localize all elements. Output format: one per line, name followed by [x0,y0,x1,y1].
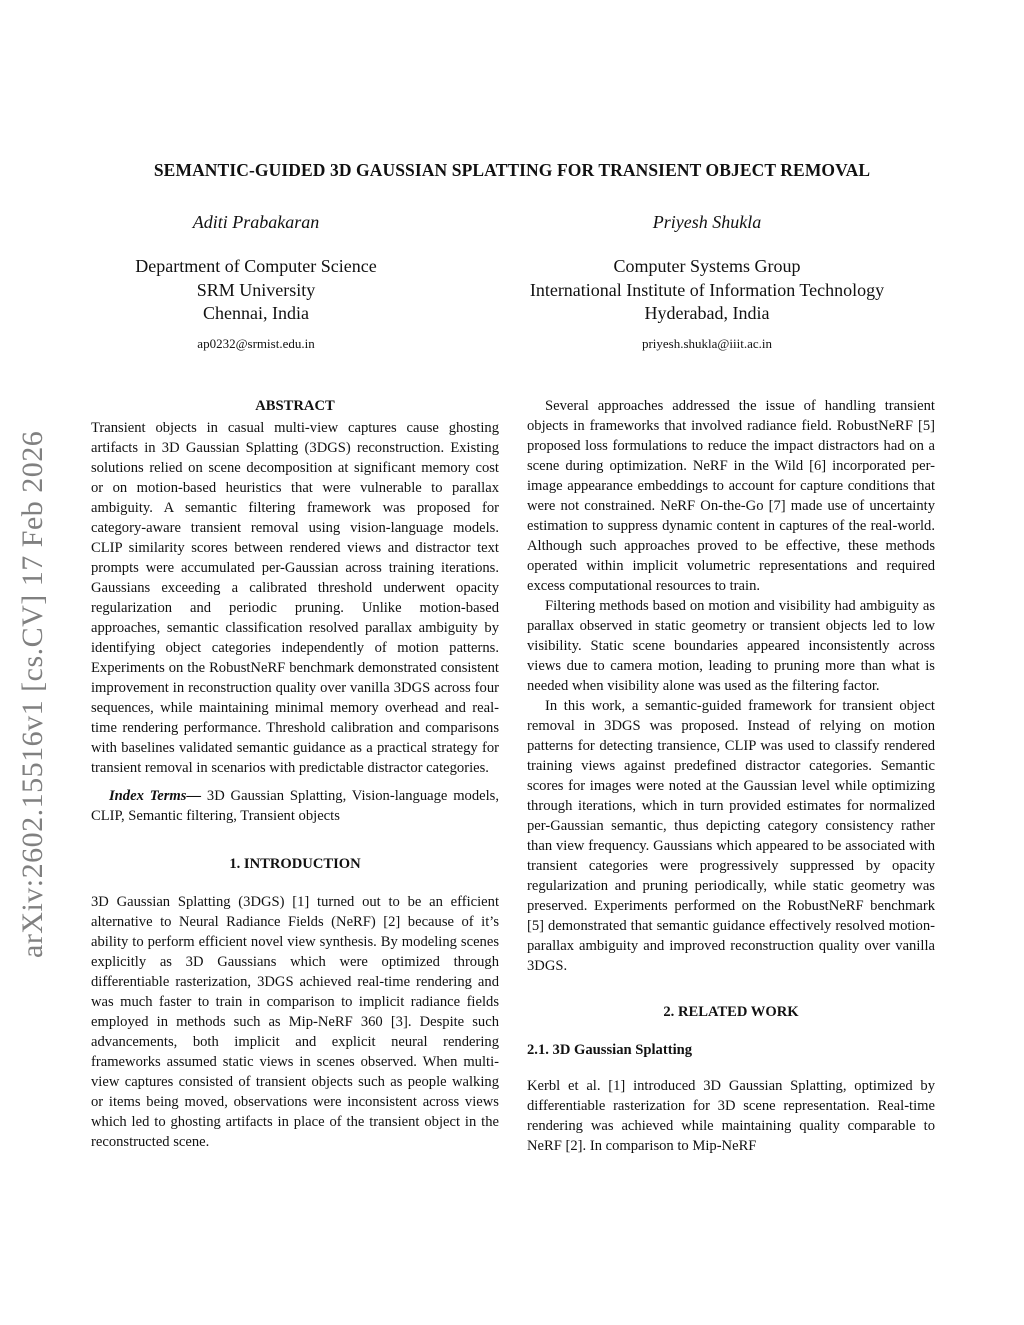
related-work-heading: 2. RELATED WORK [663,1004,799,1020]
intro-paragraph: In this work, a semantic-guided framework for transient object removal in 3DGS was proposed. Instead of relying on motion patterns for detecting transience, CLIP was used to classify rendered training views against predefined distractor categories. Semantic scores for images were noted at the Gaussian level while optimizing through iterations, which in turn provided estimates for normalized per-Gaussian semantic, thus depicting category consistency rather than view frequency. Gaussians which appeared to be associated with transient categories were progressively suppressed by opacity regularization and pruning periodically, while static geometry was preserved. Experiments performed on the RobustNeRF benchmark [5] demonstrated that semantic guidance effectively resolved motion-parallax ambiguity and improved reconstruction quality over vanilla 3DGS. [527,698,935,974]
intro-paragraph: Filtering methods based on motion and visibility had ambiguity as parallax observed in static geometry or transient objects led to low visibility. Static scene boundaries appeared inconsistently across views due to camera motion, leading to pruning more than what is needed when visibility alone was used as the filtering factor. [527,598,935,694]
abstract-text: Transient objects in casual multi-view captures cause ghosting artifacts in 3D Gaussian Splatting (3DGS) reconstruction. Existing solutions relied on scene decomposition at significant memory cost or on motion-based heuristics that were vulnerable to parallax ambiguity. A semantic filtering framework was proposed for category-aware transient removal using vision-language models. CLIP similarity scores between rendered views and distractor text prompts were accumulated per-Gaussian across training iterations. Gaussians exceeding a calibrated threshold underwent opacity regularization and periodic pruning. Unlike motion-based approaches, semantic classification resolved parallax ambiguity by identifying object categories independently of motion patterns. Experiments on the RobustNeRF benchmark demonstrated consistent improvement in reconstruction quality over vanilla 3DGS across four sequences, while maintaining minimal memory overhead and real-time rendering performance. Threshold calibration and comparisons with baselines validated semantic guidance as a practical strategy for transient removal in scenarios with predictable distractor categories. [91,420,499,776]
author-affiliation-line: Chennai, India [203,303,309,323]
related-work-text: Kerbl et al. [1] introduced 3D Gaussian Splatting, optimized by differentiable rasterization for 3D scene representation. Real-time rendering was achieved while maintaining quality comparable to NeRF [2]. In comparison to Mip-NeRF [527,1078,935,1154]
author-affiliation-line: Hyderabad, India [644,303,770,323]
index-terms [91,786,499,826]
intro-paragraph: Several approaches addressed the issue of handling transient objects in frameworks that involved radiance field. RobustNeRF [5] proposed loss formulations to reduce the impact distractors had on a scene during optimization. NeRF in the Wild [6] incorporated per-image appearance embeddings to account for capture conditions that were not constrained. NeRF On-the-Go [7] made use of uncertainty estimation to suppress dynamic content in captures of the real-world. Although such approaches proved to be effective, these methods operated within implicit volumetric representations and required excess computational resources to train. [527,398,935,594]
author-block-left [46,212,466,352]
paper-title: SEMANTIC-GUIDED 3D GAUSSIAN SPLATTING FOR TRANSIENT OBJECT REMOVAL [153,160,871,180]
introduction-heading: 1. INTRODUCTION [229,856,361,872]
author-affiliation-line: International Institute of Information Technology [529,279,885,300]
intro-paragraph: 3D Gaussian Splatting (3DGS) [1] turned out to be an efficient alternative to Neural Radiance Fields (NeRF) [2] because of it’s ability to perform efficient novel view synthesis. By modeling scenes explicitly as 3D Gaussians which were optimized through differentiable rasterization, 3DGS achieved real-time rendering and was much faster to train in comparison to implicit radiance fields employed in methods such as Mip-NeRF 360 [3]. Despite such advancements, both implicit and explicit neural rendering frameworks assumed static views in scenes observed. When multi-view captures consisted of transient objects such as people walking or items being moved, observations were inconsistent across views which led to ghosting artifacts in place of the transient object in the reconstructed scene. [91,894,499,1150]
right-column [527,396,935,1156]
author-email[interactable]: ap0232@srmist.edu.in [197,335,315,351]
author-name: Priyesh Shukla [652,212,762,232]
arxiv-stamp: arXiv:2602.15516v1 [cs.CV] 17 Feb 2026 [16,430,49,958]
author-affiliation-line: SRM University [196,279,316,300]
subsection-heading: 2.1. 3D Gaussian Splatting [527,1042,693,1058]
author-affiliation-line: Computer Systems Group [613,256,801,276]
author-name: Aditi Prabakaran [192,212,320,232]
index-terms-text: 3D Gaussian Splatting, Vision-language models, CLIP, Semantic filtering, Transient objects [91,788,500,824]
author-block-right [497,212,917,352]
left-column [91,396,499,1152]
abstract-heading: ABSTRACT [255,398,335,414]
index-terms-label: Index Terms— [109,788,202,804]
author-affiliation-line: Department of Computer Science [135,256,377,276]
author-email[interactable]: priyesh.shukla@iiit.ac.in [641,335,773,351]
